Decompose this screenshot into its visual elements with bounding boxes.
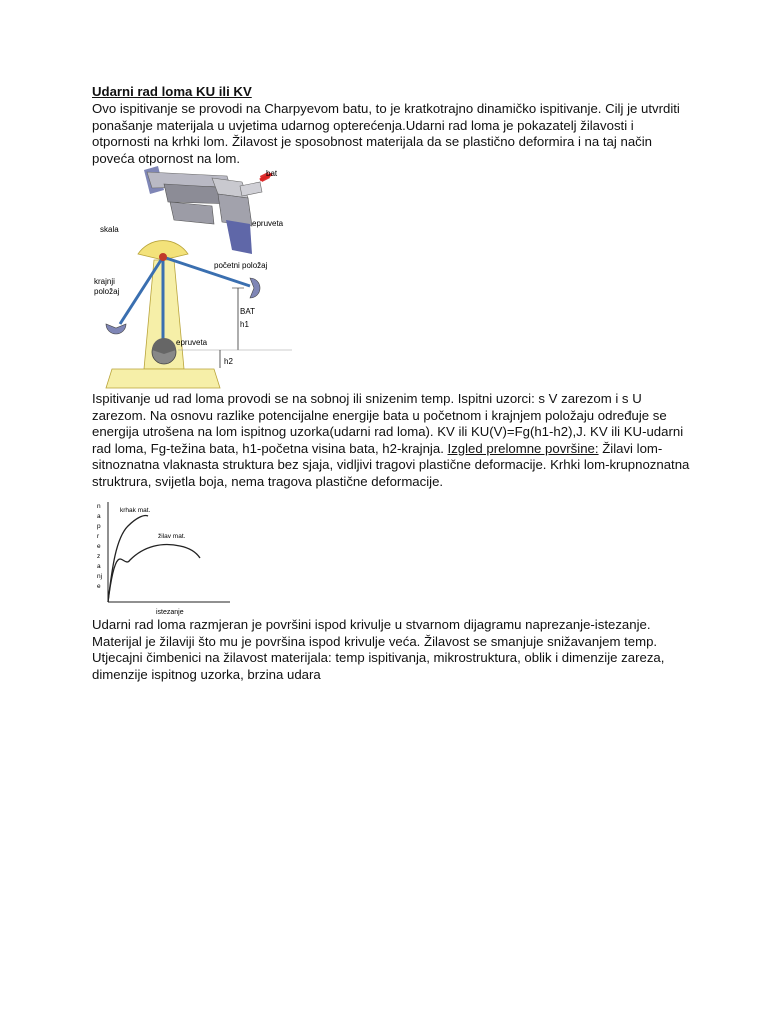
label-h1: h1: [240, 320, 249, 329]
charpy-tester-figure: [92, 164, 302, 392]
svg-text:z: z: [97, 553, 101, 560]
document-title: Udarni rad loma KU ili KV: [92, 84, 252, 99]
hammer-end: [106, 324, 126, 334]
label-zilav: žilav mat.: [158, 533, 186, 540]
label-epruveta-top: epruveta: [252, 219, 284, 228]
svg-text:n: n: [97, 503, 101, 510]
ductile-curve: [108, 545, 200, 602]
label-krhak: krhak mat.: [120, 507, 151, 514]
label-bat: bat: [266, 169, 278, 178]
conclusion-paragraph: Udarni rad loma razmjeran je površini ispod krivulje u stvarnom dijagramu naprezanje-istezanje. Materijal je žilaviji što mu je površina ispod krivulje veća. Žilavost se smanjuje snižavanjem temp. Utjecajni čimbenici na žilavost materijala: temp ispitivanja, mikrostruktura, oblik i dimenzije zareza, dimenzije ispitnog uzorka, brzina udara: [92, 617, 665, 682]
method-text-2: Žilavi lom-sitnoznatna vlaknasta struktura bez sjaja, vidljivi tragovi plastične deformacije. Krhki lom-krupnoznatna struktrura, svijetla boja, nema tragova plastične deformacije.: [92, 440, 690, 489]
y-axis-label: [97, 503, 102, 590]
svg-text:a: a: [97, 563, 101, 570]
svg-text:r: r: [97, 533, 100, 540]
svg-text:a: a: [97, 513, 101, 520]
svg-text:e: e: [97, 543, 101, 550]
label-krajnji-2: položaj: [94, 287, 120, 296]
hammer-start: [250, 278, 260, 298]
label-krajnji-1: krajnji: [94, 277, 115, 286]
pivot: [159, 253, 167, 261]
label-pocetni: početni položaj: [214, 261, 268, 270]
stress-strain-diagram: [92, 498, 232, 616]
x-axis-label: istezanje: [156, 609, 184, 616]
svg-text:p: p: [97, 523, 101, 530]
svg-text:nj: nj: [97, 573, 103, 580]
label-epruveta-bottom: epruveta: [176, 338, 208, 347]
frame-base: [106, 369, 220, 388]
fracture-surface-heading: Izgled prelomne površine:: [447, 440, 599, 456]
intro-paragraph: Ovo ispitivanje se provodi na Charpyevom batu, to je kratkotrajno dinamičko ispitivanje. Cilj je utvrditi ponašanje materijala u uvjetima udarnog opterećenja.Udarni rad loma je pokazatelj žilavosti i otpornosti na krhki lom. Žilavost je sposobnost materijala da se plastično deformira i na taj način poveća otpornost na lom.: [92, 101, 680, 166]
label-h2: h2: [224, 357, 233, 366]
svg-text:e: e: [97, 583, 101, 590]
brittle-curve: [108, 515, 148, 602]
label-skala: skala: [100, 225, 119, 234]
method-paragraph: [92, 391, 692, 491]
method-text-1: Ispitivanje ud rad loma provodi se na sobnoj ili snizenim temp. Ispitni uzorci: s V zarezom i s U zarezom. Na osnovu razlike potencijalne energije bata u početnom i krajnjem položaju određuje se energija utrošena na lom ispitnog uzorka(udarni rad loma). KV ili KU(V)=Fg(h1-h2),J. KV ili KU-udarni rad loma, Fg-težina bata, h1-početna visina bata, h2-krajnja.: [92, 391, 684, 456]
label-bat-caps: BAT: [240, 307, 255, 316]
